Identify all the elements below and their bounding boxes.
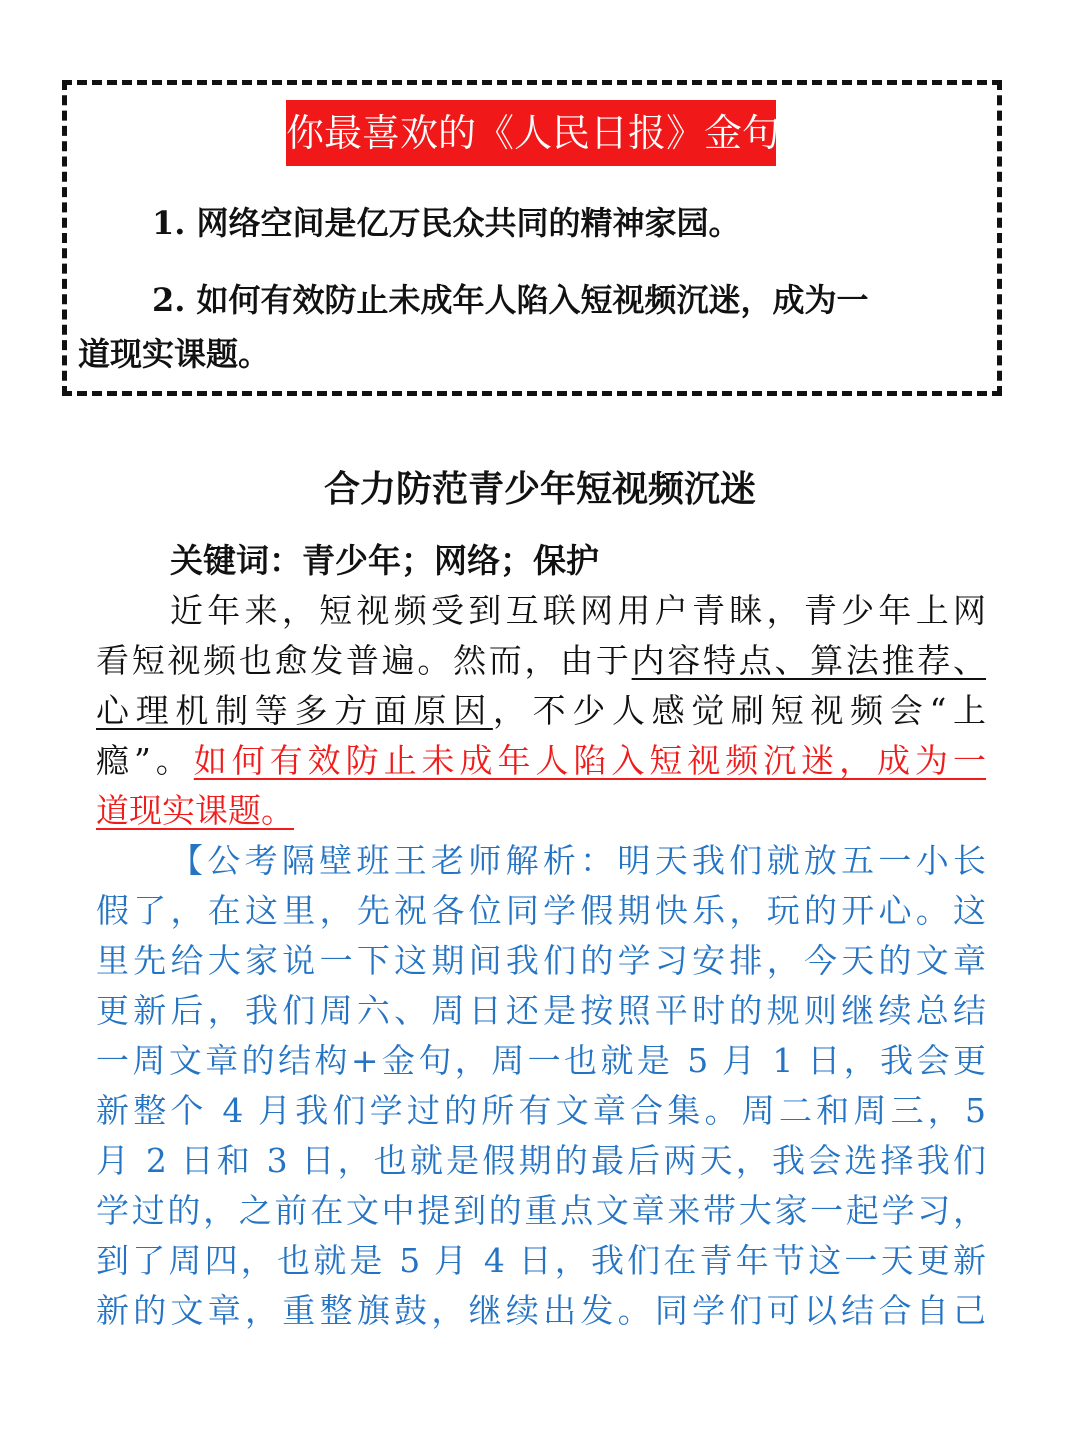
- article-title: 合力防范青少年短视频沉迷: [323, 468, 756, 510]
- analysis-line: 更新后，我们周六、周日还是按照平时的规则继续总结: [96, 991, 986, 1030]
- paragraph-line: 近年来，短视频受到互联网用户青睐，青少年上网: [170, 591, 986, 630]
- highlighted-red-text: 如何有效防止未成年人陷入短视频沉迷，成为一: [193, 741, 987, 780]
- analysis-line: 学过的，之前在文中提到的重点文章来带大家一起学习，: [96, 1191, 986, 1230]
- quote-item-2: 2. 如何有效防止未成年人陷入短视频沉迷，成为一: [152, 281, 869, 319]
- quote-item-1: 1. 网络空间是亿万民众共同的精神家园。: [152, 204, 741, 242]
- analysis-line: 新的文章，重整旗鼓，继续出发。同学们可以结合自己: [96, 1291, 986, 1330]
- paragraph-line: [96, 786, 986, 836]
- analysis-line: 一周文章的结构+金句，周一也就是 5 月 1 日，我会更: [96, 1041, 986, 1080]
- analysis-line: 【公考隔壁班王老师解析：明天我们就放五一小长: [170, 841, 986, 880]
- analysis-line: 里先给大家说一下这期间我们的学习安排，今天的文章: [96, 941, 986, 980]
- paragraph-line: [96, 736, 986, 786]
- analysis-line: 月 2 日和 3 日，也就是假期的最后两天，我会选择我们: [96, 1141, 986, 1180]
- underlined-text: 心理机制等多方面原因: [96, 691, 493, 730]
- underlined-text: 内容特点、算法推荐、: [631, 641, 987, 680]
- analysis-line: 到了周四，也就是 5 月 4 日，我们在青年节这一天更新: [96, 1241, 986, 1280]
- quote-header: 你最喜欢的《人民日报》金句: [286, 100, 776, 166]
- highlighted-red-text: 道现实课题。: [96, 791, 294, 830]
- analysis-line: 假了，在这里，先祝各位同学假期快乐，玩的开心。这: [96, 891, 986, 930]
- paragraph-line: [96, 636, 986, 686]
- quote-item-2-continued: 道现实课题。: [78, 335, 271, 373]
- text-span: ，不少人感觉刷短视频会“上: [492, 691, 986, 730]
- keywords: 关键词：青少年；网络；保护: [170, 541, 599, 580]
- analysis-line: 新整个 4 月我们学过的所有文章合集。周二和周三，5: [96, 1091, 986, 1130]
- text-span: 瘾”。: [96, 741, 194, 780]
- text-span: 看短视频也愈发普遍。然而，由于: [96, 641, 632, 680]
- paragraph-line: [96, 686, 986, 736]
